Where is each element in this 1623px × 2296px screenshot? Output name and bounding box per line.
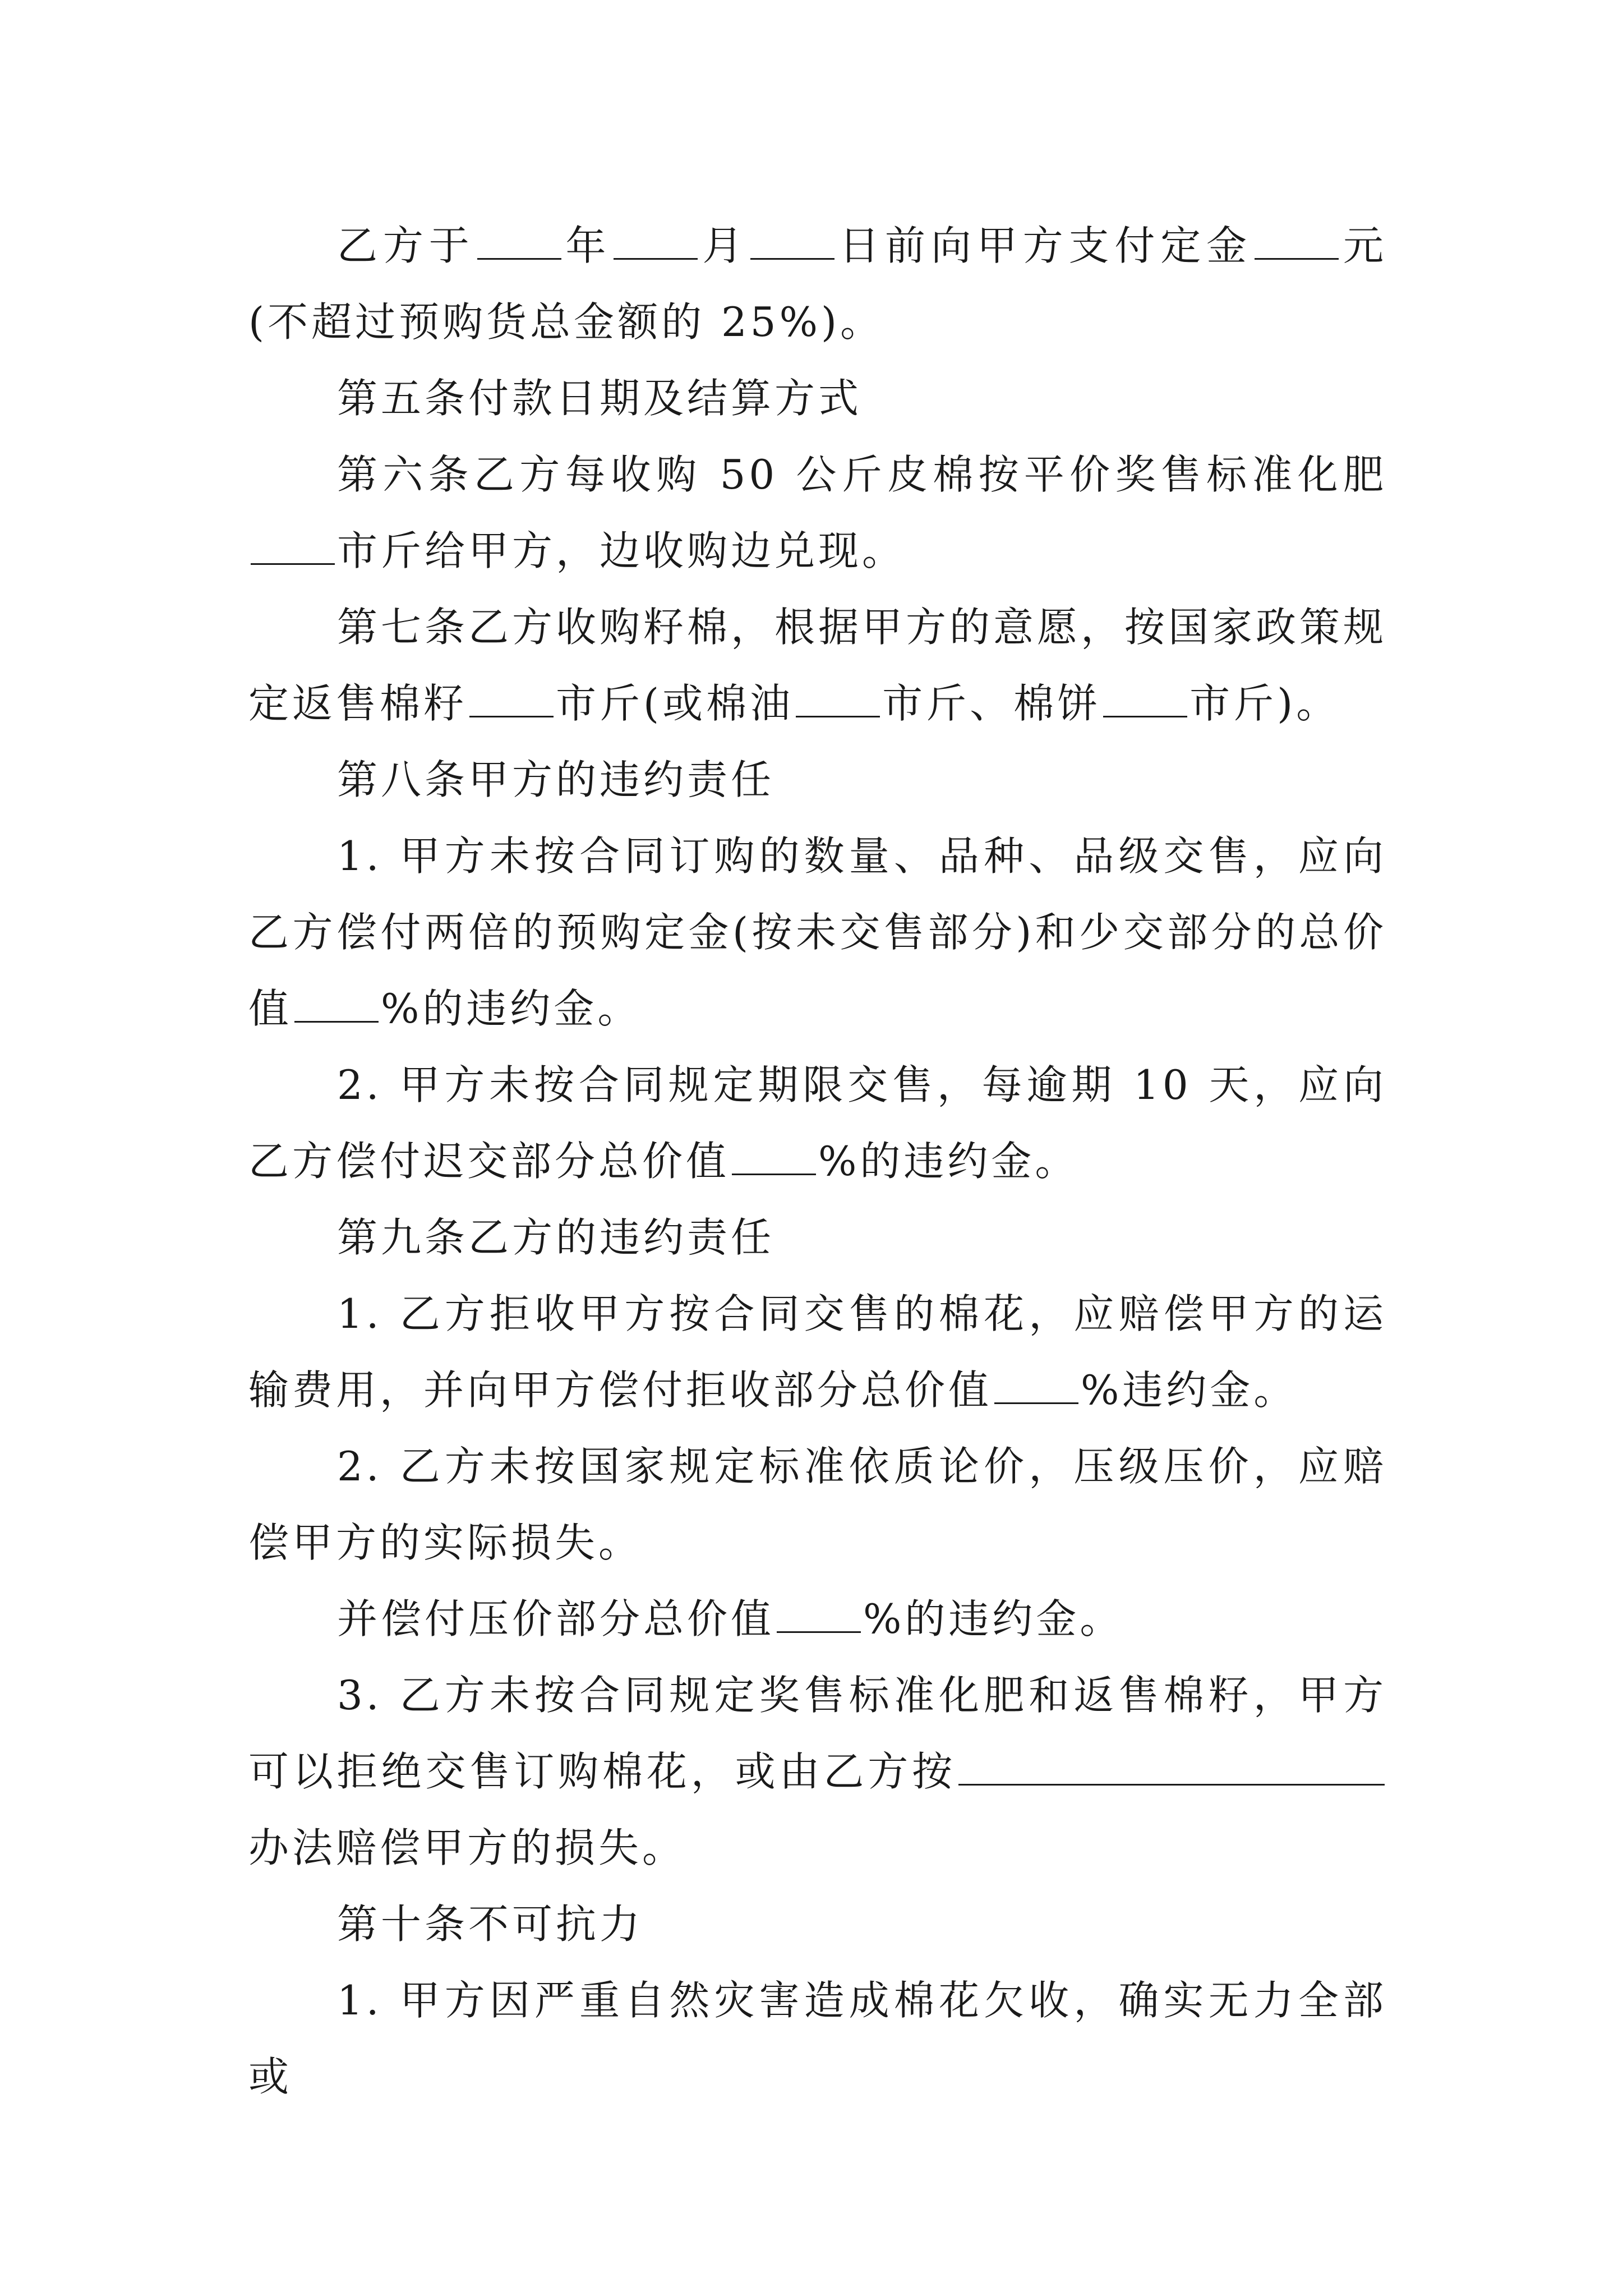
fill-blank[interactable] <box>796 681 880 717</box>
article-9-clause-1 <box>248 1276 1387 1428</box>
fill-blank[interactable] <box>777 1596 861 1633</box>
text-segment: 第七条乙方收购籽棉，根据甲方的意愿，按国家政策规定返售棉籽 <box>248 604 1387 727</box>
heading-text: 第十条不可抗力 <box>337 1901 644 1948</box>
text-segment: 3. 乙方未按合同规定奖售标准化肥和返售棉籽，甲方可以拒绝交售订购棉花，或由乙方按 <box>248 1672 1387 1795</box>
fill-blank[interactable] <box>614 223 698 260</box>
paragraph-deposit <box>248 208 1387 360</box>
article-5-heading <box>248 360 1387 436</box>
fill-blank[interactable] <box>477 223 561 260</box>
article-6-paragraph <box>248 436 1387 589</box>
text-segment: %的违约金。 <box>381 985 642 1032</box>
text-segment: 第六条乙方每收购 50 公斤皮棉按平价奖售标准化肥 <box>337 451 1387 498</box>
text-segment: 并偿付压价部分总价值 <box>337 1595 775 1642</box>
text-segment: 乙方于 <box>337 222 475 269</box>
fill-blank[interactable] <box>750 223 834 260</box>
article-9-clause-3 <box>248 1657 1387 1886</box>
fill-blank[interactable] <box>1255 223 1339 260</box>
text-segment: 2. 甲方未按合同规定期限交售，每逾期 10 天，应向乙方偿付迟交部分总价值 <box>248 1061 1387 1185</box>
article-8-clause-2 <box>248 1047 1387 1199</box>
text-segment: 市斤、棉饼 <box>882 680 1101 727</box>
article-10-heading <box>248 1886 1387 1962</box>
text-segment: 办法赔偿甲方的损失。 <box>248 1824 686 1871</box>
text-segment: 元(不超过预购货总金额的 25%)。 <box>248 222 1387 346</box>
fill-blank-long[interactable] <box>958 1749 1385 1786</box>
text-segment: %违约金。 <box>1081 1366 1298 1414</box>
document-body <box>248 208 1387 2115</box>
article-10-clause-1 <box>248 1962 1387 2115</box>
text-segment: 月 <box>700 222 749 269</box>
fill-blank[interactable] <box>294 986 379 1023</box>
text-segment: 市斤(或棉油 <box>556 680 794 727</box>
article-9-clause-2-cont <box>248 1581 1387 1657</box>
article-7-paragraph <box>248 589 1387 742</box>
heading-text: 第五条付款日期及结算方式 <box>337 375 863 422</box>
text-segment: 日前向甲方支付定金 <box>837 222 1253 269</box>
text-segment: 1. 乙方拒收甲方按合同交售的棉花，应赔偿甲方的运输费用，并向甲方偿付拒收部分总价值 <box>248 1290 1387 1414</box>
text-segment: 市斤)。 <box>1189 680 1340 727</box>
fill-blank[interactable] <box>469 681 554 717</box>
text-segment: 2. 乙方未按国家规定标准依质论价，压级压价，应赔偿甲方的实际损失。 <box>248 1443 1387 1566</box>
fill-blank[interactable] <box>994 1368 1078 1404</box>
heading-text: 第八条甲方的违约责任 <box>337 756 775 803</box>
text-segment: 1. 甲方因严重自然灾害造成棉花欠收，确实无力全部或 <box>248 1977 1387 2100</box>
text-segment: %的违约金。 <box>818 1138 1079 1185</box>
text-segment: 市斤给甲方，边收购边兑现。 <box>337 527 906 574</box>
text-segment: 1. 甲方未按合同订购的数量、品种、品级交售，应向乙方偿付两倍的预购定金(按未交售部分)和少交部分的总价值 <box>248 832 1387 1032</box>
article-9-heading <box>248 1199 1387 1276</box>
fill-blank[interactable] <box>1103 681 1187 717</box>
article-8-clause-1 <box>248 818 1387 1047</box>
heading-text: 第九条乙方的违约责任 <box>337 1214 775 1261</box>
article-9-clause-2 <box>248 1428 1387 1581</box>
text-segment: 年 <box>563 222 612 269</box>
fill-blank[interactable] <box>251 528 335 565</box>
article-8-heading <box>248 742 1387 818</box>
fill-blank[interactable] <box>732 1139 816 1175</box>
text-segment: %的违约金。 <box>863 1595 1124 1642</box>
